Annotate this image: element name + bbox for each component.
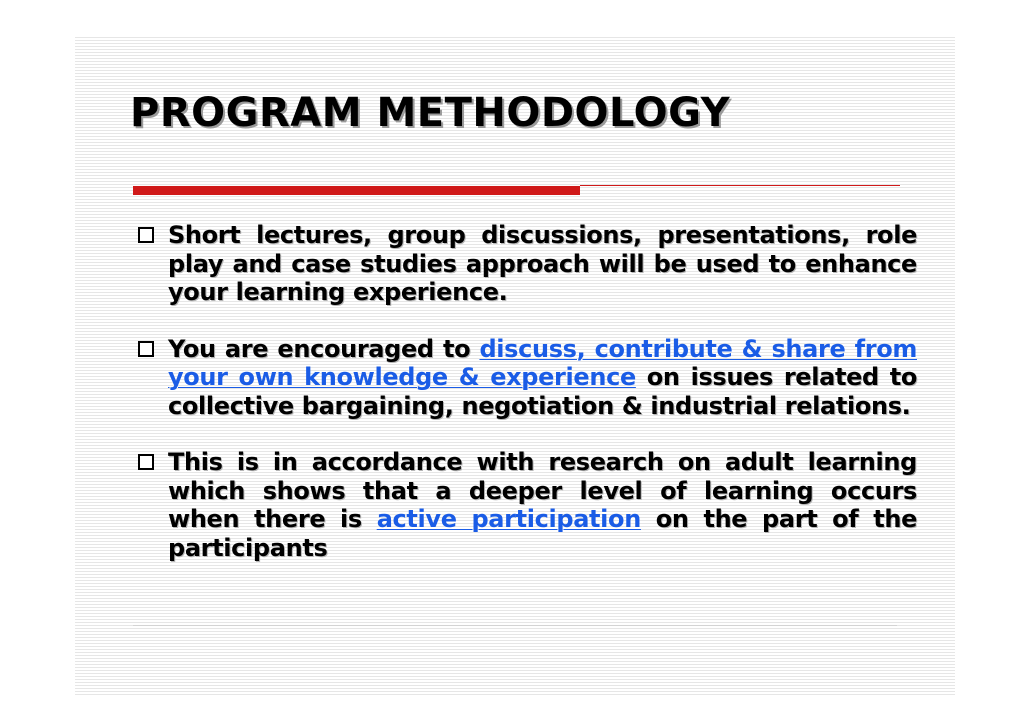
title-underline-thick	[133, 186, 580, 195]
bullet-item-3	[137, 448, 917, 562]
bullet-text: Short lectures, group discussions, presentations, role play and case studies approach will be used to enhance your learning experience.	[168, 221, 917, 306]
bottom-divider	[133, 625, 897, 626]
bullet-text-pre: You are encouraged to	[168, 334, 480, 363]
bullet-list	[137, 221, 917, 590]
bullet-link[interactable]: discuss, contribute & share from your own knowledge & experience	[168, 334, 917, 391]
slide-title: PROGRAM METHODOLOGY	[130, 90, 731, 136]
bullet-link[interactable]: active participation	[376, 505, 641, 533]
bullet-text-post: on issues related to collective bargaining, negotiation & industrial relations.	[168, 363, 917, 420]
hollow-square-icon	[138, 454, 154, 470]
hollow-square-icon	[138, 227, 154, 243]
hollow-square-icon	[138, 341, 154, 357]
bullet-text	[168, 448, 917, 562]
bullet-item-2	[137, 335, 917, 421]
bullet-item-1	[137, 221, 917, 307]
title-underline-thin	[580, 185, 900, 186]
slide	[75, 35, 955, 695]
bullet-text	[168, 335, 917, 421]
bullet-text-post: on the part of the participants	[168, 505, 917, 562]
bullet-text-pre: This is in accordance with research on adult learning which shows that a deeper level of learning occurs when there is	[168, 448, 917, 533]
